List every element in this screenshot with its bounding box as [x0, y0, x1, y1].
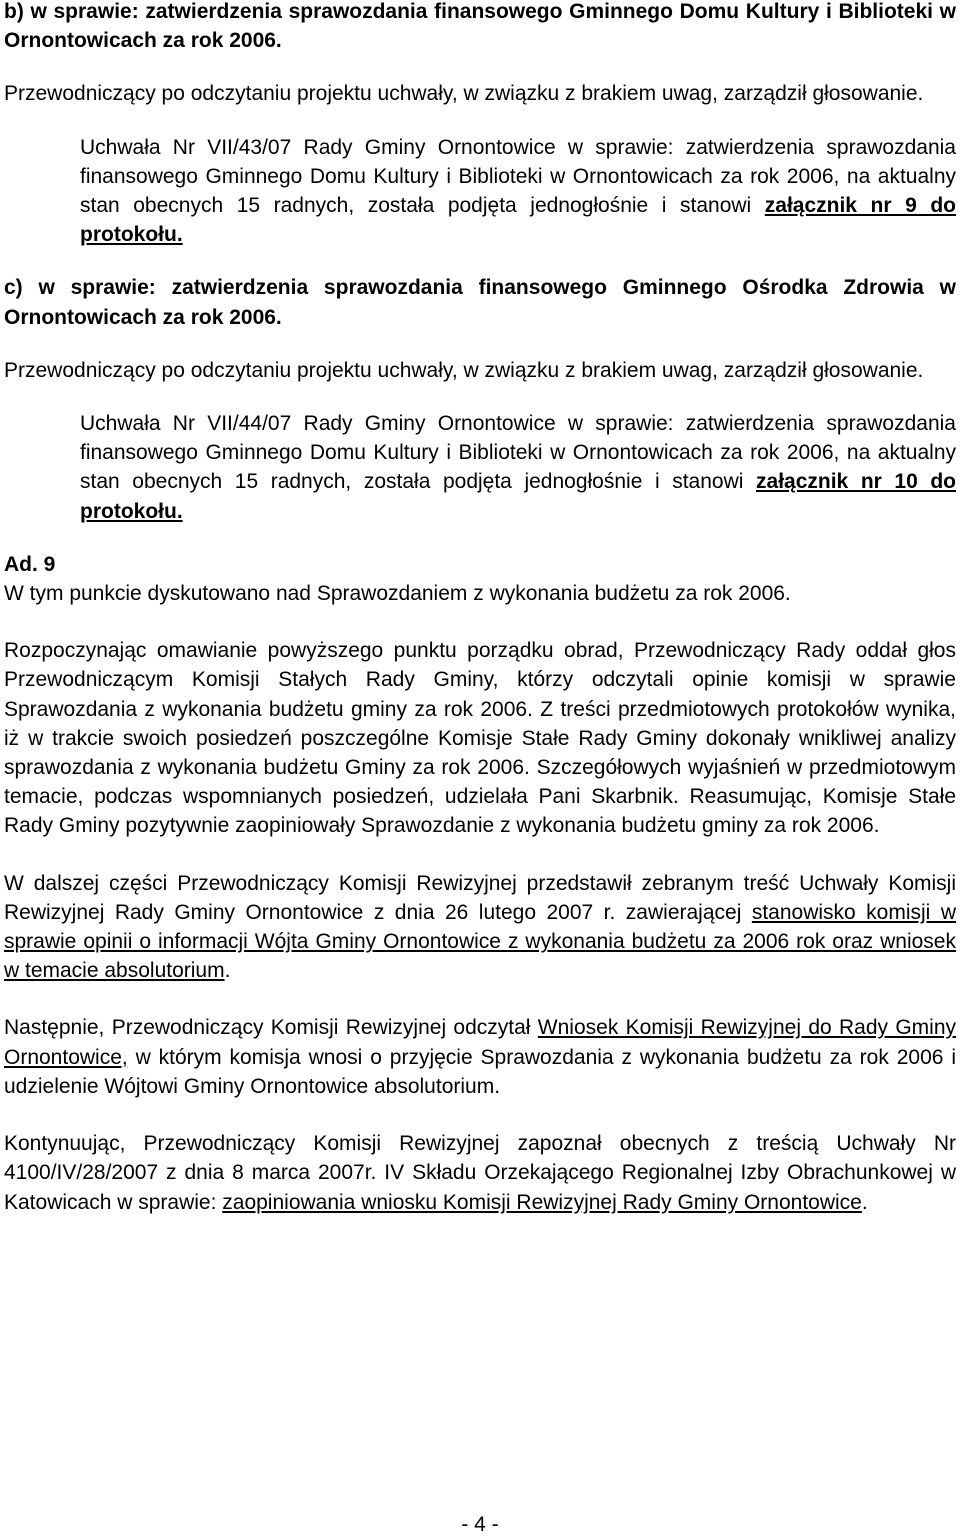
- page-number: - 4 -: [461, 1513, 499, 1536]
- section-b-resolution-text: Uchwała Nr VII/43/07 Rady Gminy Ornontowice w sprawie: zatwierdzenia sprawozdania finansowego Gminnego Domu Kultury i Biblioteki w Ornontowicach za rok 2006, na aktualny stan obecnych 15 radnych, została podjęta jednogłośnie i stanowi: [80, 135, 956, 218]
- ad9-paragraph-3-text: Następnie, Przewodniczący Komisji Rewizyjnej odczytał: [4, 1016, 538, 1040]
- section-c-resolution-text: Uchwała Nr VII/44/07 Rady Gminy Ornontowice w sprawie: zatwierdzenia sprawozdania finansowego Gminnego Domu Kultury i Biblioteki w Ornontowicach za rok 2006, na aktualny stan obecnych 15 radnych, została podjęta jednogłośnie i stanowi: [80, 412, 956, 494]
- ad9-summary: W tym punkcie dyskutowano nad Sprawozdaniem z wykonania budżetu za rok 2006.: [4, 582, 791, 606]
- ad9-paragraph-3-end: w którym komisja wnosi o przyjęcie Sprawozdania z wykonania budżetu za rok 2006 i udzielenie Wójtowi Gminy Ornontowice absolutorium.: [4, 1045, 956, 1098]
- section-c-attachment: załącznik nr 10 do protokołu.: [80, 470, 957, 523]
- section-b-heading: b) w sprawie: zatwierdzenia sprawozdania finansowego Gminnego Domu Kultury i Biblioteki w Ornontowicach za rok 2006.: [4, 0, 956, 53]
- ad9-paragraph-4-end: .: [861, 1190, 868, 1214]
- ad9-paragraph-2: [4, 869, 956, 986]
- ad9-paragraph-4: [4, 1129, 956, 1217]
- ad9-paragraph-3: [4, 1013, 956, 1101]
- ad9-paragraph-3-underlined: Wniosek Komisji Rewizyjnej do Rady Gminy Ornontowice,: [4, 1016, 957, 1069]
- section-c-intro: Przewodniczący po odczytaniu projektu uchwały, w związku z brakiem uwag, zarządził głosowanie.: [4, 358, 924, 382]
- section-b-attachment: załącznik nr 9 do protokołu.: [80, 194, 956, 247]
- ad9-paragraph-4-underlined: zaopiniowania wniosku Komisji Rewizyjnej Rady Gminy Ornontowice: [222, 1190, 862, 1214]
- ad9-heading: Ad. 9: [4, 552, 56, 576]
- ad9-paragraph-4-text: Kontynuując, Przewodniczący Komisji Rewizyjnej zapoznał obecnych z treścią Uchwały Nr 4100/IV/28/2007 z dnia 8 marca 2007r. IV Składu Orzekającego Regionalnej Izby Obrachunkowej w Katowicach w sprawie:: [4, 1132, 956, 1214]
- document-page: [4, 0, 956, 1217]
- ad9-paragraph-1: Rozpoczynając omawianie powyższego punktu porządku obrad, Przewodniczący Rady oddał głos Przewodniczącym Komisji Stałych Rady Gminy, którzy odczytali opinie komisji w sprawie Sprawozdania z wykonania budżetu gminy za rok 2006. Z treści przedmiotowych protokołów wynika, iż w trakcie swoich posiedzeń poszczególne Komisje Stałe Rady Gminy dokonały wnikliwej analizy sprawozdania z wykonania budżetu Gminy za rok 2006. Szczegółowych wyjaśnień w przedmiotowym temacie, podczas wspomnianych posiedzeń, udzielała Pani Skarbnik. Reasumując, Komisje Stałe Rady Gminy pozytywnie zaopiniowały Sprawozdanie z wykonania budżetu gminy za rok 2006.: [4, 639, 956, 838]
- section-b-resolution: [80, 133, 956, 250]
- ad9-paragraph-2-end: .: [224, 959, 231, 983]
- section-b-intro: Przewodniczący po odczytaniu projektu uchwały, w związku z brakiem uwag, zarządził głosowanie.: [4, 82, 924, 106]
- section-c-heading: c) w sprawie: zatwierdzenia sprawozdania finansowego Gminnego Ośrodka Zdrowia w Ornontowicach za rok 2006.: [4, 276, 956, 329]
- ad9-paragraph-2-underlined: stanowisko komisji w sprawie opinii o informacji Wójta Gminy Ornontowice z wykonania budżetu za 2006 rok oraz wniosek w temacie absolutorium: [4, 900, 956, 983]
- ad9-paragraph-2-text: W dalszej części Przewodniczący Komisji Rewizyjnej przedstawił zebranym treść Uchwały Komisji Rewizyjnej Rady Gminy Ornontowice z dnia 26 lutego 2007 r. zawierającej: [4, 871, 956, 924]
- section-c-resolution: [80, 409, 956, 526]
